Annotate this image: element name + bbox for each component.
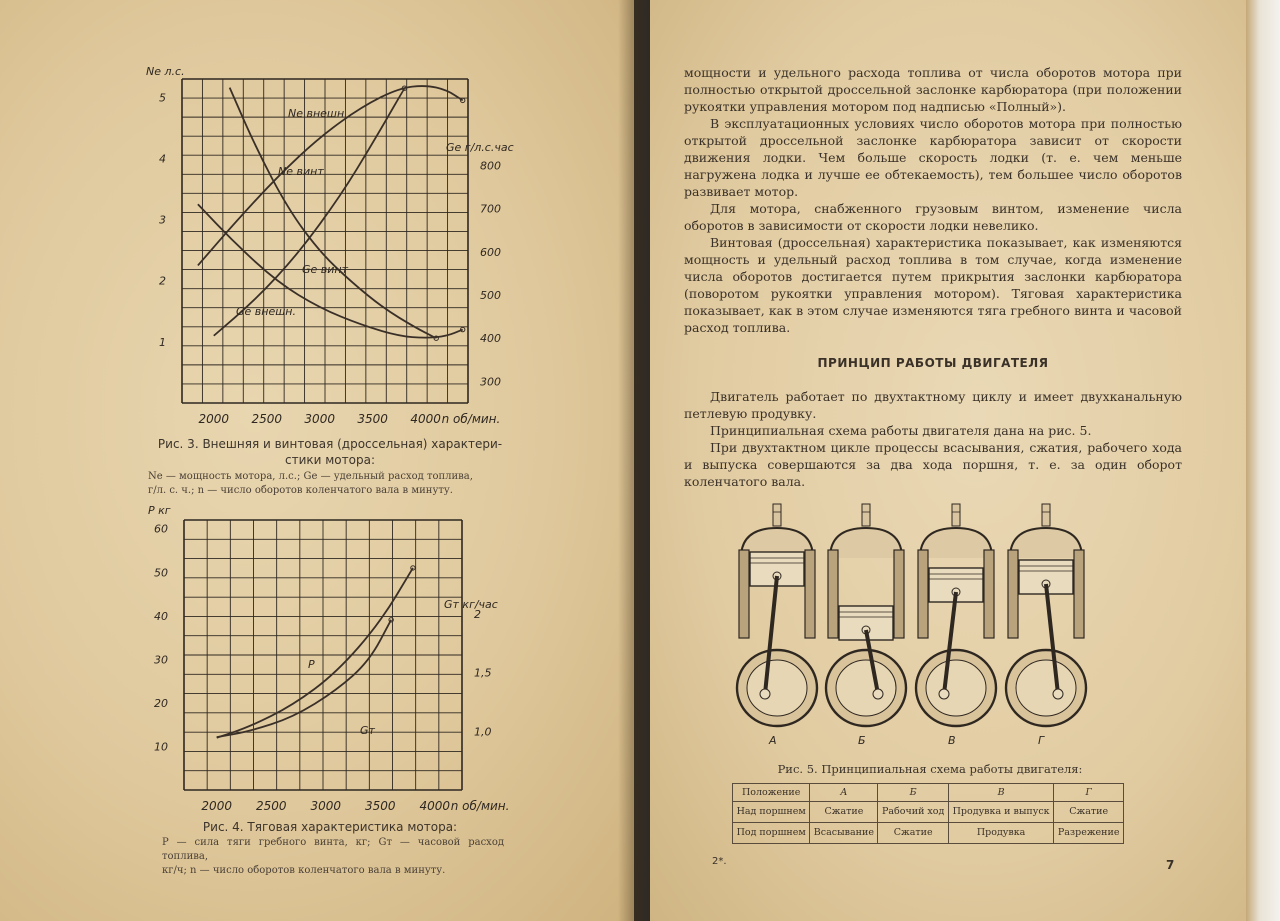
figure-3-legend: [148, 470, 508, 498]
diagram-label: Б: [858, 734, 866, 747]
x-tick-label: 3500: [357, 412, 388, 426]
table-header-cell: Г: [1054, 784, 1124, 802]
figure-3-legend-line-1: Ne — мощность мотора, л.с.; Ge — удельный расход топлива,: [148, 471, 473, 482]
crank-web-icon: [836, 660, 896, 716]
y-right-tick-label: 2: [474, 607, 481, 621]
x-tick-label: 3500: [364, 799, 396, 813]
y-left-axis-label: P кг: [148, 504, 171, 517]
x-tick-label: 4000: [410, 412, 441, 426]
diagram-label: А: [769, 734, 777, 747]
table-row: [733, 802, 1124, 823]
crank-pin-icon: [873, 689, 883, 699]
left-page: [0, 0, 634, 921]
y-right-tick-label: 300: [480, 375, 501, 389]
table-header-cell: В: [948, 784, 1053, 802]
y-right-tick-label: 400: [480, 332, 501, 346]
y-left-tick-label: 4: [159, 152, 166, 166]
x-tick-label: 2500: [255, 799, 287, 813]
cylinder-wall-left: [1008, 550, 1018, 638]
y-right-tick-label: 600: [480, 245, 501, 259]
y-left-tick-label: 1: [159, 335, 166, 349]
page-edge: [1246, 0, 1280, 921]
y-left-tick-label: 2: [159, 274, 166, 288]
cylinder-wall-left: [918, 550, 928, 638]
spark-plug-icon: [1042, 504, 1050, 526]
cylinder-wall-right: [805, 550, 815, 638]
cylinder-wall-right: [894, 550, 904, 638]
y-left-tick-label: 30: [154, 653, 168, 667]
crank-pin-icon: [1053, 689, 1063, 699]
body-text-top: [684, 64, 1182, 336]
series-line-0: [217, 568, 413, 738]
y-right-tick-label: 1,5: [474, 666, 492, 680]
series-label: Ge винт: [302, 263, 349, 276]
y-left-tick-label: 10: [154, 740, 168, 754]
table-header-cell: Положение: [733, 784, 810, 802]
cylinder-wall-left: [828, 550, 838, 638]
paragraph-1: мощности и удельного расхода топлива от числа оборотов мотора при полностью открытой дроссельной заслонке карбюратора (при положении рукоятки управления мотором под надписью «Полный»).: [684, 65, 1182, 114]
figure-3-caption-line-2: стики мотора:: [285, 453, 375, 467]
spark-plug-icon: [952, 504, 960, 526]
table-cell: Продувка и выпуск: [948, 802, 1053, 823]
y-left-tick-label: 40: [154, 609, 168, 623]
table-cell: Рабочий ход: [878, 802, 948, 823]
x-tick-label: 3000: [304, 412, 335, 426]
body-text-bottom: [684, 388, 1182, 490]
y-left-axis-label: Ne л.с.: [146, 65, 185, 78]
diagram-label: Г: [1038, 734, 1045, 747]
cycle-table: [732, 783, 1124, 844]
table-cell: Продувка: [948, 823, 1053, 844]
figure-3-caption-line-1: Рис. 3. Внешняя и винтовая (дроссельная) характери-: [157, 437, 503, 451]
y-left-tick-label: 3: [159, 213, 166, 227]
cylinder-head-icon: [830, 528, 902, 558]
signature-mark: 2*.: [712, 856, 727, 867]
cylinder-wall-right: [1074, 550, 1084, 638]
y-right-tick-label: 700: [480, 202, 501, 216]
paragraph-7: При двухтактном цикле процессы всасывания, сжатия, рабочего хода и выпуска совершаются за два хода поршня, т. е. за один оборот коленчатого вала.: [684, 440, 1182, 489]
y-right-tick-label: 1,0: [474, 725, 492, 739]
figure-4-legend-line-2: кг/ч; n — число оборотов коленчатого вала в минуту.: [162, 865, 446, 876]
figure-4-legend: [162, 836, 504, 878]
crank-pin-icon: [760, 689, 770, 699]
table-header-cell: А: [810, 784, 878, 802]
series-label: Ne винт: [278, 165, 324, 178]
series-label: Gт: [360, 724, 375, 737]
figure-5-diagram: [730, 498, 1130, 750]
section-heading: ПРИНЦИП РАБОТЫ ДВИГАТЕЛЯ: [817, 356, 1049, 370]
x-tick-label: 3000: [310, 799, 341, 813]
x-tick-label: 2500: [251, 412, 283, 426]
paragraph-4: Винтовая (дроссельная) характеристика показывает, как изменяются мощность и удельный расход топлива в том случае, когда изменение числа оборотов достигается путем прикрытия заслонки карбюратора (поворотом рукоятки управления мотором). Тяговая характеристика показывает, как в этом случае изменяются тяга гребного винта и часовой расход топлива.: [684, 235, 1182, 335]
x-tick-label: 2000: [201, 799, 232, 813]
x-tick-label: 2000: [198, 412, 230, 426]
y-right-tick-label: 800: [480, 159, 501, 173]
series-label: Ge внешн.: [236, 305, 296, 318]
y-right-tick-label: 500: [480, 289, 501, 302]
series-label: Ne внешн: [288, 107, 345, 120]
table-cell: Над поршнем: [733, 802, 810, 823]
page-number: 7: [1166, 858, 1175, 872]
series-label: P: [308, 658, 315, 671]
figure-3-chart: [130, 55, 530, 435]
table-cell: Под поршнем: [733, 823, 810, 844]
table-cell: Всасывание: [810, 823, 878, 844]
x-axis-label: n об/мин.: [441, 412, 501, 426]
series-line-1: [217, 620, 391, 737]
paragraph-6: Принципиальная схема работы двигателя дана на рис. 5.: [710, 423, 1092, 438]
y-right-axis-label: Gт кг/час: [444, 598, 498, 611]
paragraph-5: Двигатель работает по двухтактному циклу и имеет двухканальную петлевую продувку.: [684, 389, 1182, 421]
y-left-tick-label: 5: [159, 91, 166, 105]
figure-4-legend-line-1: P — сила тяги гребного винта, кг; Gт — часовой расход топлива,: [162, 837, 504, 862]
x-axis-label: n об/мин.: [450, 799, 510, 813]
cylinder-head-icon: [920, 528, 992, 558]
table-cell: Сжатие: [1054, 802, 1124, 823]
table-header-cell: Б: [878, 784, 948, 802]
cylinder-wall-left: [739, 550, 749, 638]
table-cell: Сжатие: [810, 802, 878, 823]
spark-plug-icon: [862, 504, 870, 526]
y-left-tick-label: 50: [154, 566, 168, 580]
figure-5-caption: Рис. 5. Принципиальная схема работы двигателя:: [777, 762, 1083, 776]
cycle-table-header: [733, 784, 1124, 802]
y-right-axis-label: Ge г/л.с.час: [446, 141, 514, 154]
crank-pin-icon: [939, 689, 949, 699]
table-row: [733, 823, 1124, 844]
paragraph-2: В эксплуатационных условиях число оборотов мотора при полностью открытой дроссельной заслонке карбюратора зависит от скорости движения лодки. Чем больше скорость лодки (т. е. чем меньше нагружена лодка и лучше ее обтекаемость), тем большее число оборотов развивает мотор.: [684, 116, 1182, 199]
figure-3-legend-line-2: г/л. с. ч.; n — число оборотов коленчатого вала в минуту.: [148, 485, 453, 496]
cylinder-wall-right: [984, 550, 994, 638]
crank-web-icon: [926, 660, 986, 716]
figure-4-chart: [130, 500, 550, 820]
x-tick-label: 4000: [419, 799, 451, 813]
crank-web-icon: [1016, 660, 1076, 716]
cylinder-head-icon: [1010, 528, 1082, 558]
figure-4-caption: Рис. 4. Тяговая характеристика мотора:: [202, 820, 458, 834]
table-cell: Сжатие: [878, 823, 948, 844]
spark-plug-icon: [773, 504, 781, 526]
paragraph-3: Для мотора, снабженного грузовым винтом, изменение числа оборотов в зависимости от скорости лодки невелико.: [684, 201, 1182, 233]
crank-web-icon: [747, 660, 807, 716]
table-cell: Разрежение: [1054, 823, 1124, 844]
y-left-tick-label: 20: [154, 696, 168, 710]
series-line-2: [230, 88, 437, 339]
y-left-tick-label: 60: [154, 522, 168, 536]
figure-3-caption: [140, 436, 520, 468]
diagram-label: В: [948, 734, 956, 747]
